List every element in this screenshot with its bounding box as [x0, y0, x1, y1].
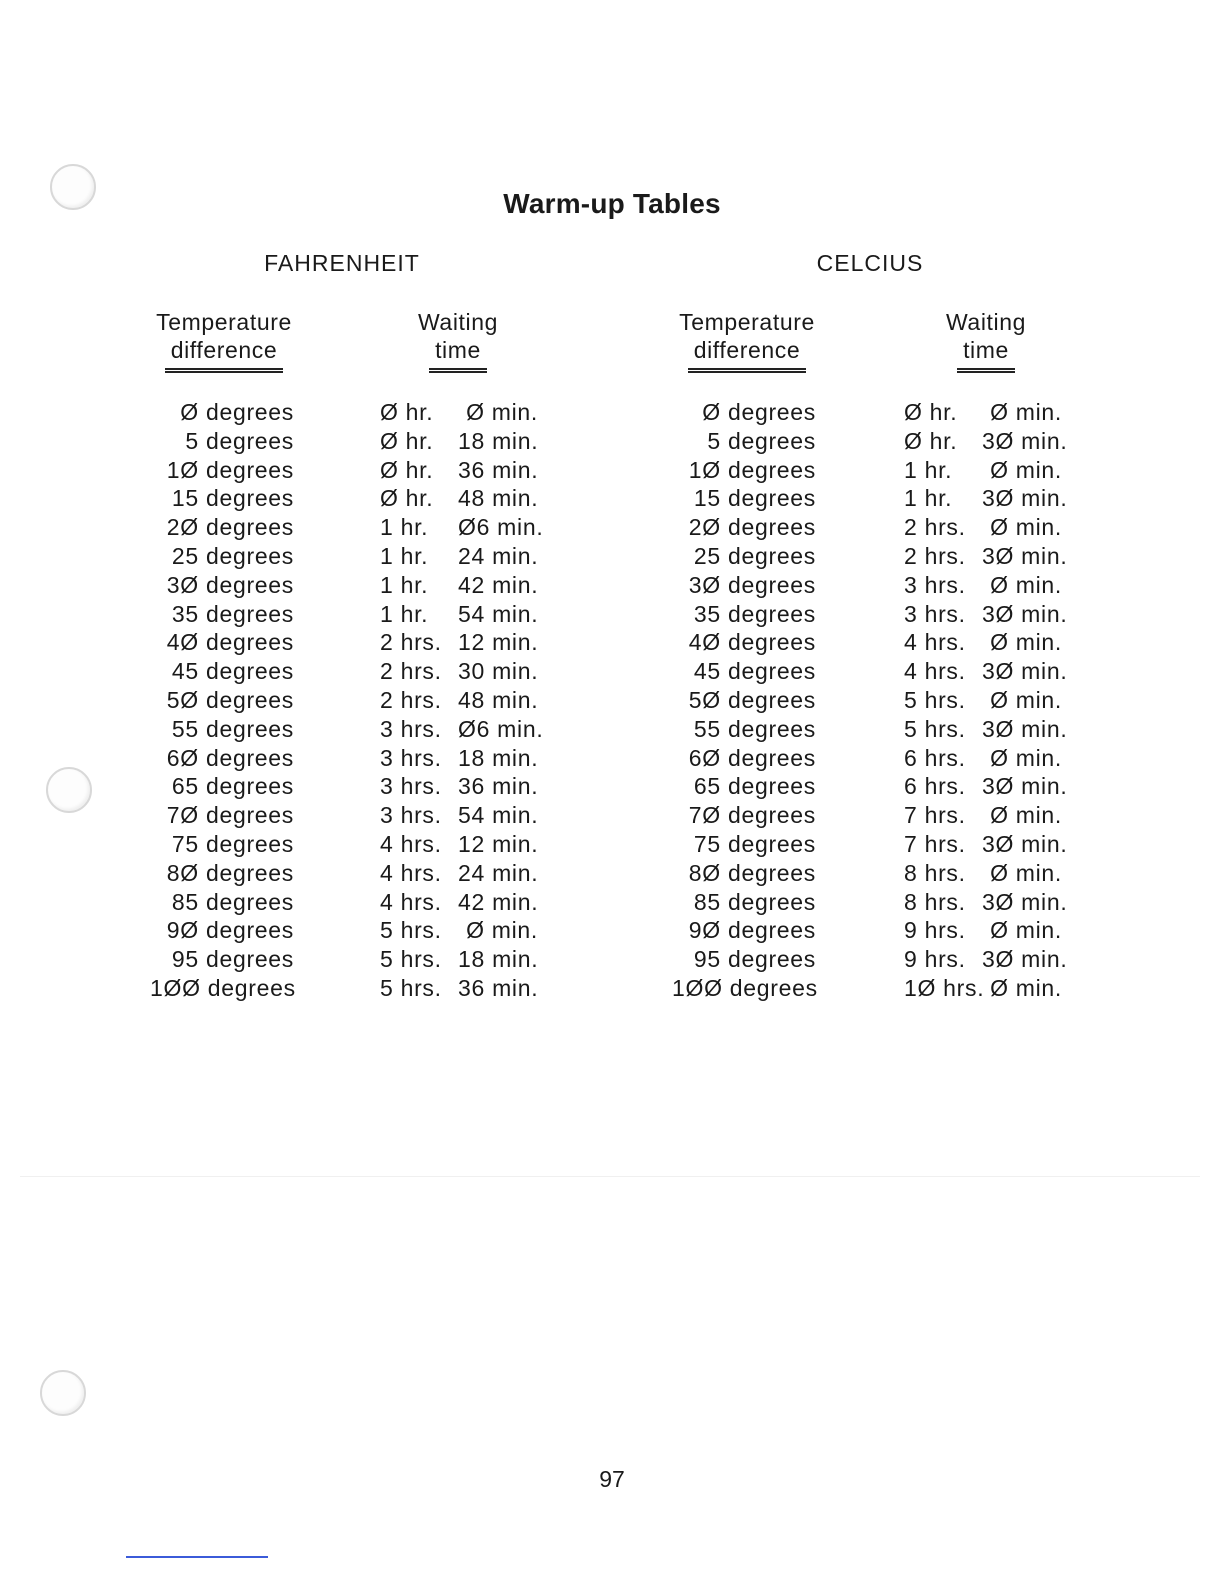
minutes-value: Ø6 min.: [458, 715, 544, 742]
hours-value: Ø hr.: [904, 399, 958, 425]
minutes-value: 3Ø min.: [982, 715, 1068, 742]
minutes-value: 24 min.: [458, 542, 539, 569]
temperature-cell: 85 degrees: [693, 888, 816, 915]
temperature-cell: 55 degrees: [693, 715, 816, 742]
temperature-cell: 2Ø degrees: [688, 514, 816, 541]
scan-fold-line: [20, 1176, 1200, 1177]
waiting-time-cell: [380, 945, 538, 974]
hours-value: Ø hr.: [380, 399, 434, 425]
waiting-time-cell: [380, 974, 538, 1003]
temperature-cell: 8Ø degrees: [688, 859, 816, 886]
temperature-cell: 45 degrees: [693, 658, 816, 685]
binder-hole-middle: [46, 767, 92, 813]
hours-value: 7 hrs.: [904, 830, 966, 857]
temperature-cell: 6Ø degrees: [166, 744, 294, 771]
hours-value: 4 hrs.: [380, 888, 442, 915]
temperature-cell: 65 degrees: [171, 773, 294, 800]
temperature-cell: 9Ø degrees: [688, 917, 816, 944]
header-line1: Waiting: [417, 309, 499, 335]
hours-value: 4 hrs.: [904, 658, 966, 685]
temperature-cell: 5Ø degrees: [688, 686, 816, 713]
waiting-time-cell: [904, 398, 1074, 427]
minutes-value: 12 min.: [458, 629, 539, 656]
minutes-value: 3Ø min.: [982, 773, 1068, 800]
hours-value: 3 hrs.: [380, 715, 442, 742]
temperature-cell: 1ØØ degrees: [150, 974, 296, 1001]
minutes-value: Ø min.: [990, 744, 1062, 771]
waiting-time-cell: [380, 744, 538, 773]
waiting-time-cell: [380, 427, 538, 456]
temperature-cell: 15 degrees: [171, 485, 294, 512]
temperature-cell: 6Ø degrees: [688, 744, 816, 771]
minutes-value: 36 min.: [458, 773, 539, 800]
minutes-value: 18 min.: [458, 946, 539, 973]
hours-value: 1 hr.: [380, 600, 429, 627]
hours-value: 4 hrs.: [380, 830, 442, 857]
waiting-time-cell: [380, 398, 538, 427]
waiting-time-cell: [904, 801, 1074, 830]
hours-value: 3 hrs.: [380, 744, 442, 771]
temperature-cell: 7Ø degrees: [166, 802, 294, 829]
hours-value: 2 hrs.: [904, 542, 966, 569]
header-line2: difference: [165, 336, 284, 373]
hours-value: 3 hrs.: [904, 571, 966, 598]
minutes-value: 54 min.: [458, 802, 539, 829]
minutes-value: 3Ø min.: [982, 485, 1068, 512]
hours-value: 1 hr.: [380, 571, 429, 598]
page-number: 97: [599, 1466, 625, 1492]
fahrenheit-waiting-header: [400, 308, 516, 373]
hours-value: 2 hrs.: [380, 686, 442, 713]
celcius-waiting-column: [904, 398, 1074, 1003]
minutes-value: Ø min.: [990, 859, 1062, 886]
page-title: Warm-up Tables: [503, 188, 721, 219]
waiting-time-cell: [904, 916, 1074, 945]
temperature-cell: 75 degrees: [171, 830, 294, 857]
hours-value: 3 hrs.: [380, 802, 442, 829]
hours-value: Ø hr.: [380, 456, 434, 483]
temperature-cell: 5 degrees: [185, 427, 294, 454]
minutes-value: Ø min.: [466, 399, 538, 425]
hours-value: Ø hr.: [380, 427, 434, 454]
temperature-cell: 3Ø degrees: [688, 571, 816, 598]
waiting-time-cell: [904, 484, 1074, 513]
temperature-cell: 85 degrees: [171, 888, 294, 915]
celcius-temperature-header: [671, 308, 823, 373]
waiting-time-cell: [380, 859, 538, 888]
minutes-value: 12 min.: [458, 830, 539, 857]
minutes-value: 48 min.: [458, 686, 539, 713]
minutes-value: 54 min.: [458, 600, 539, 627]
temperature-cell: 1Ø degrees: [166, 456, 294, 483]
hours-value: 5 hrs.: [380, 974, 442, 1001]
celcius-temperature-column: [672, 398, 816, 1003]
hours-value: 2 hrs.: [380, 629, 442, 656]
waiting-time-cell: [380, 600, 538, 629]
minutes-value: 3Ø min.: [982, 888, 1068, 915]
minutes-value: 3Ø min.: [982, 542, 1068, 569]
hours-value: 5 hrs.: [904, 686, 966, 713]
minutes-value: Ø min.: [990, 514, 1062, 541]
celcius-label: CELCIUS: [816, 250, 924, 276]
waiting-time-cell: [904, 542, 1074, 571]
temperature-cell: 55 degrees: [171, 715, 294, 742]
minutes-value: Ø min.: [990, 974, 1062, 1001]
minutes-value: 18 min.: [458, 427, 539, 454]
temperature-cell: 95 degrees: [171, 946, 294, 973]
waiting-time-cell: [904, 628, 1074, 657]
minutes-value: 18 min.: [458, 744, 539, 771]
hours-value: 7 hrs.: [904, 802, 966, 829]
waiting-time-cell: [380, 628, 538, 657]
temperature-cell: 7Ø degrees: [688, 802, 816, 829]
header-line1: Temperature: [156, 309, 292, 335]
temperature-cell: 25 degrees: [171, 542, 294, 569]
hours-value: 6 hrs.: [904, 744, 966, 771]
waiting-time-cell: [904, 859, 1074, 888]
hours-value: 4 hrs.: [380, 859, 442, 886]
temperature-cell: 75 degrees: [693, 830, 816, 857]
temperature-cell: 1ØØ degrees: [672, 974, 818, 1001]
temperature-cell: 2Ø degrees: [166, 514, 294, 541]
temperature-cell: 1Ø degrees: [688, 456, 816, 483]
minutes-value: 30 min.: [458, 658, 539, 685]
minutes-value: Ø6 min.: [458, 514, 544, 541]
minutes-value: 48 min.: [458, 485, 539, 512]
temperature-cell: 4Ø degrees: [688, 629, 816, 656]
temperature-cell: 45 degrees: [171, 658, 294, 685]
temperature-cell: 4Ø degrees: [166, 629, 294, 656]
hours-value: 1 hr.: [904, 485, 953, 512]
temperature-cell: 9Ø degrees: [166, 917, 294, 944]
minutes-value: Ø min.: [990, 456, 1062, 483]
minutes-value: Ø min.: [990, 802, 1062, 829]
minutes-value: 24 min.: [458, 859, 539, 886]
minutes-value: 42 min.: [458, 571, 539, 598]
temperature-cell: Ø degrees: [702, 399, 816, 425]
waiting-time-cell: [380, 830, 538, 859]
hours-value: 5 hrs.: [380, 917, 442, 944]
waiting-time-cell: [904, 772, 1074, 801]
minutes-value: Ø min.: [990, 571, 1062, 598]
minutes-value: 3Ø min.: [982, 600, 1068, 627]
hours-value: 2 hrs.: [904, 514, 966, 541]
hours-value: 1 hr.: [380, 542, 429, 569]
hours-value: 4 hrs.: [904, 629, 966, 656]
temperature-cell: 65 degrees: [693, 773, 816, 800]
waiting-time-cell: [380, 801, 538, 830]
waiting-time-cell: [380, 513, 544, 542]
hours-value: 8 hrs.: [904, 888, 966, 915]
temperature-cell: 5Ø degrees: [166, 686, 294, 713]
hours-value: Ø hr.: [904, 427, 958, 454]
hours-value: 3 hrs.: [380, 773, 442, 800]
waiting-time-cell: [904, 715, 1074, 744]
waiting-time-cell: [380, 772, 538, 801]
fahrenheit-label: FAHRENHEIT: [264, 250, 420, 276]
hours-value: 1Ø hrs.: [904, 974, 985, 1001]
waiting-time-cell: [904, 456, 1074, 485]
waiting-time-cell: [904, 513, 1074, 542]
temperature-cell: 15 degrees: [693, 485, 816, 512]
temperature-cell: 35 degrees: [693, 600, 816, 627]
waiting-time-cell: [904, 657, 1074, 686]
header-line1: Temperature: [679, 309, 815, 335]
hours-value: 9 hrs.: [904, 917, 966, 944]
minutes-value: 3Ø min.: [982, 427, 1068, 454]
header-line2: time: [429, 336, 487, 373]
minutes-value: Ø min.: [990, 399, 1062, 425]
minutes-value: 3Ø min.: [982, 658, 1068, 685]
minutes-value: Ø min.: [990, 917, 1062, 944]
waiting-time-cell: [380, 542, 538, 571]
waiting-time-cell: [380, 456, 538, 485]
waiting-time-cell: [904, 744, 1074, 773]
minutes-value: 36 min.: [458, 974, 539, 1001]
waiting-time-cell: [904, 888, 1074, 917]
waiting-time-cell: [380, 657, 538, 686]
waiting-time-cell: [380, 686, 538, 715]
waiting-time-cell: [904, 830, 1074, 859]
hours-value: 1 hr.: [380, 514, 429, 541]
minutes-value: Ø min.: [990, 686, 1062, 713]
waiting-time-cell: [904, 686, 1074, 715]
hours-value: 3 hrs.: [904, 600, 966, 627]
header-line2: difference: [688, 336, 807, 373]
minutes-value: Ø min.: [466, 917, 538, 944]
temperature-cell: 5 degrees: [707, 427, 816, 454]
fahrenheit-waiting-column: [380, 398, 544, 1003]
temperature-cell: 3Ø degrees: [166, 571, 294, 598]
waiting-time-cell: [904, 945, 1074, 974]
waiting-time-cell: [380, 888, 538, 917]
waiting-time-cell: [380, 484, 538, 513]
hours-value: 5 hrs.: [904, 715, 966, 742]
waiting-time-cell: [380, 916, 538, 945]
temperature-cell: 8Ø degrees: [166, 859, 294, 886]
waiting-time-cell: [380, 715, 544, 744]
hours-value: 1 hr.: [904, 456, 953, 483]
minutes-value: 3Ø min.: [982, 830, 1068, 857]
hours-value: 2 hrs.: [380, 658, 442, 685]
binder-hole-bottom: [40, 1370, 86, 1416]
minutes-value: Ø min.: [990, 629, 1062, 656]
minutes-value: 42 min.: [458, 888, 539, 915]
temperature-cell: 35 degrees: [171, 600, 294, 627]
minutes-value: 3Ø min.: [982, 946, 1068, 973]
celcius-waiting-header: [928, 308, 1044, 373]
bottom-rule: [126, 1556, 268, 1558]
header-line2: time: [957, 336, 1015, 373]
fahrenheit-temperature-column: [150, 398, 294, 1003]
waiting-time-cell: [904, 600, 1074, 629]
header-line1: Waiting: [945, 309, 1027, 335]
waiting-time-cell: [380, 571, 538, 600]
waiting-time-cell: [904, 427, 1074, 456]
minutes-value: 36 min.: [458, 456, 539, 483]
hours-value: 8 hrs.: [904, 859, 966, 886]
hours-value: 5 hrs.: [380, 946, 442, 973]
temperature-cell: Ø degrees: [180, 399, 294, 425]
hours-value: Ø hr.: [380, 485, 434, 512]
temperature-cell: 95 degrees: [693, 946, 816, 973]
waiting-time-cell: [904, 974, 1074, 1003]
fahrenheit-temperature-header: [148, 308, 300, 373]
hours-value: 9 hrs.: [904, 946, 966, 973]
waiting-time-cell: [904, 571, 1074, 600]
temperature-cell: 25 degrees: [693, 542, 816, 569]
hours-value: 6 hrs.: [904, 773, 966, 800]
